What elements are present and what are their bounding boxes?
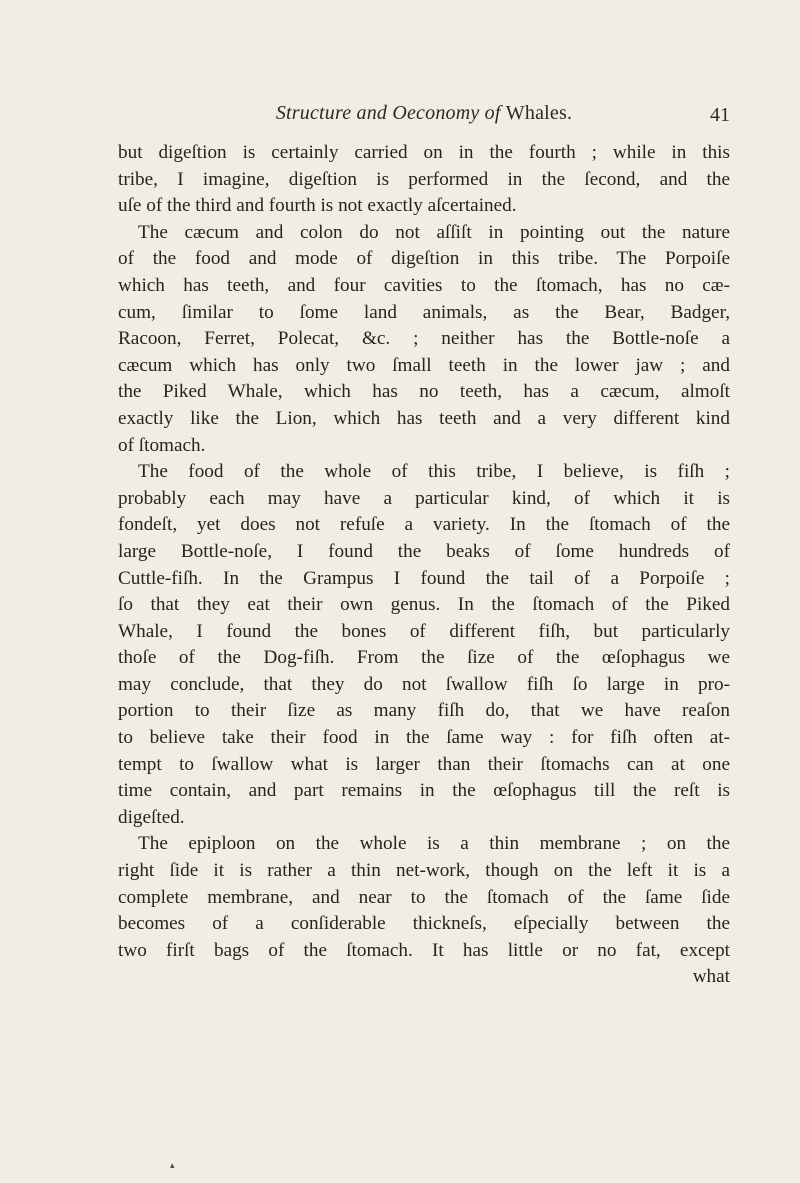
text-line: tempt to ſwallow what is larger than their ſtomachs can at one [118, 753, 730, 775]
running-head-italic: Structure and Oeconomy of [275, 102, 501, 124]
text-line: ſo that they eat their own genus. In the ſtomach of the Piked [118, 594, 730, 616]
text-line: Whale, I found the bones of different fiſh, but particularly [118, 620, 730, 642]
running-head-plain: Whales. [505, 102, 573, 124]
text-line: Racoon, Ferret, Polecat, &c. ; neither has the Bottle-noſe a [118, 328, 730, 350]
text-line: time contain, and part remains in the œſophagus till the reſt is [118, 780, 730, 802]
ink-speck: ▴ [170, 1160, 175, 1170]
text-line: uſe of the third and fourth is not exactly aſcertained. [118, 195, 517, 217]
catchword: what [692, 966, 730, 988]
text-line: tribe, I imagine, digeſtion is performed in the ſecond, and the [118, 168, 730, 190]
text-line: Cuttle-fiſh. In the Grampus I found the tail of a Porpoiſe ; [118, 567, 730, 589]
text-line: digeſted. [118, 806, 185, 828]
paragraph-start-line: The cæcum and colon do not aſſiſt in pointing out the nature [138, 221, 730, 243]
text-line: of the food and mode of digeſtion in this tribe. The Porpoiſe [118, 248, 730, 270]
text-line: probably each may have a particular kind, of which it is [118, 487, 730, 509]
text-line: exactly like the Lion, which has teeth and a very different kind [118, 407, 730, 429]
text-line: becomes of a conſiderable thickneſs, eſpecially between the [118, 913, 730, 935]
text-line: fondeſt, yet does not refuſe a variety. In the ſtomach of the [118, 514, 730, 536]
page-header [118, 102, 730, 132]
text-line: two firſt bags of the ſtomach. It has little or no fat, except [118, 939, 730, 961]
page-number: 41 [710, 104, 730, 126]
text-line: cæcum which has only two ſmall teeth in the lower jaw ; and [118, 354, 730, 376]
body-text [118, 140, 730, 991]
text-line: which has teeth, and four cavities to the ſtomach, has no cæ- [118, 274, 730, 296]
text-line: the Piked Whale, which has no teeth, has a cæcum, almoſt [118, 381, 730, 403]
text-line: complete membrane, and near to the ſtomach of the ſame ſide [118, 886, 730, 908]
text-line: large Bottle-noſe, I found the beaks of ſome hundreds of [118, 540, 730, 562]
paragraph-start-line: The epiploon on the whole is a thin membrane ; on the [138, 833, 730, 855]
text-line: to believe take their food in the ſame way : for fiſh often at- [118, 727, 730, 749]
text-line: thoſe of the Dog-fiſh. From the ſize of the œſophagus we [118, 647, 730, 669]
running-head [118, 102, 730, 125]
text-line: may conclude, that they do not ſwallow fiſh ſo large in pro- [118, 673, 730, 695]
text-line: but digeſtion is certainly carried on in the fourth ; while in this [118, 142, 730, 163]
text-line: portion to their ſize as many fiſh do, that we have reaſon [118, 700, 730, 722]
text-line: right ſide it is rather a thin net-work, though on the left it is a [118, 860, 730, 882]
text-line: cum, ſimilar to ſome land animals, as the Bear, Badger, [118, 301, 730, 323]
text-line: of ſtomach. [118, 434, 206, 456]
paragraph-start-line: The food of the whole of this tribe, I believe, is fiſh ; [138, 461, 730, 483]
